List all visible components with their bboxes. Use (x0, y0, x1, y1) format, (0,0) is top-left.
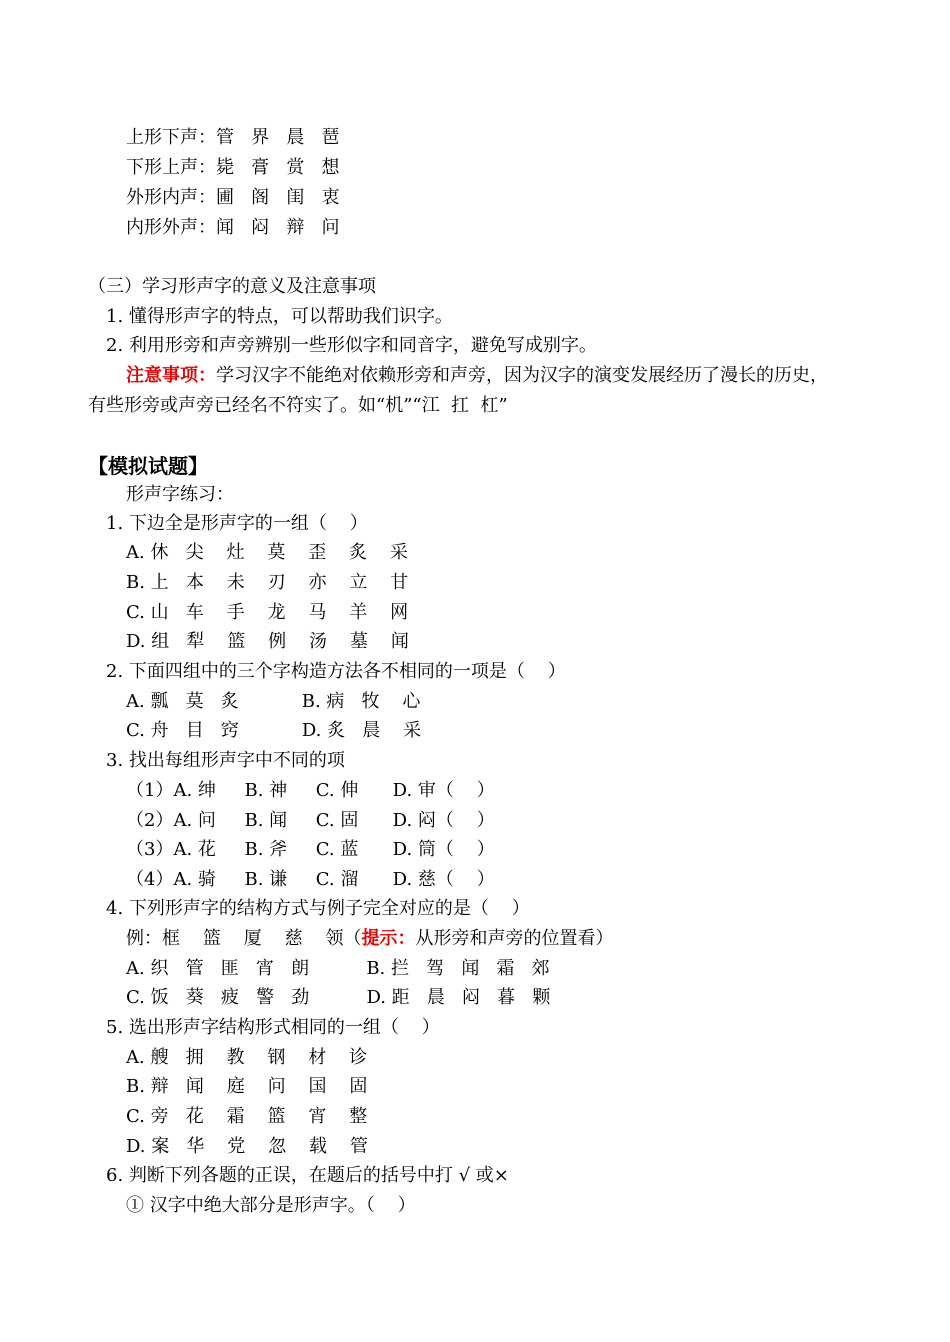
question-4-example (126, 927, 614, 951)
structure-label: 外形内声： (126, 187, 216, 208)
section-title: （三）学习形声字的意义及注意事项 (88, 276, 376, 297)
point-2: 2. 利用形旁和声旁辨别一些形似字和同音字，避免写成别字。 (106, 335, 597, 356)
question-6-stem: 6. 判断下列各题的正误，在题后的括号中打 √ 或× (106, 1165, 509, 1186)
structure-label: 下形上声： (126, 157, 216, 178)
structure-chars: 毙 膏 赏 想 (216, 157, 340, 178)
question-3-row-4: （4）A. 骑 B. 谦 C. 溜 D. 慈（ ） (126, 869, 495, 890)
question-3-row-2: （2）A. 问 B. 闻 C. 固 D. 闷（ ） (126, 810, 495, 831)
note-text: 学习汉字不能绝对依赖形旁和声旁，因为汉字的演变发展经历了漫长的历史， (216, 365, 828, 386)
question-2-options-cd: C. 舟 目 窍 D. 炙 晨 采 (126, 720, 422, 741)
question-4-options-ab: A. 织 管 匪 宵 朗 B. 拦 驾 闻 霜 郊 (126, 958, 550, 979)
structure-row (126, 126, 340, 150)
question-1-stem: 1. 下边全是形声字的一组（ ） (106, 513, 368, 534)
note-line-2: 有些形旁或声旁已经名不符实了。如“机”“江 扛 杠” (88, 395, 508, 416)
question-4-stem: 4. 下列形声字的结构方式与例子完全对应的是（ ） (106, 898, 530, 919)
question-5-option-a: A. 艘 拥 教 钢 材 诊 (126, 1047, 368, 1068)
structure-label: 内形外声： (126, 217, 216, 238)
question-3-row-1: （1）A. 绅 B. 神 C. 伸 D. 审（ ） (126, 780, 495, 801)
point-1: 1. 懂得形声字的特点，可以帮助我们识字。 (106, 306, 453, 327)
question-5-stem: 5. 选出形声字结构形式相同的一组（ ） (106, 1017, 440, 1038)
structure-row (126, 156, 340, 180)
structure-chars: 闻 闷 辩 问 (216, 217, 340, 238)
question-3-stem: 3. 找出每组形声字中不同的项 (106, 750, 345, 771)
question-1-option-b: B. 上 本 未 刃 亦 立 甘 (126, 572, 409, 593)
question-4-options-cd: C. 饭 葵 疲 警 劲 D. 距 晨 闷 暮 颗 (126, 987, 551, 1008)
question-1-option-d: D. 组 犁 篮 例 汤 墓 闻 (126, 631, 409, 652)
hint-text: 从形旁和声旁的位置看） (415, 928, 614, 949)
question-5-option-d: D. 案 华 党 忽 载 管 (126, 1136, 368, 1157)
structure-row (126, 186, 340, 210)
note-label: 注意事项： (126, 365, 216, 386)
mock-test-intro: 形声字练习： (126, 484, 234, 505)
structure-row (126, 216, 340, 240)
question-5-option-b: B. 辩 闻 庭 问 国 固 (126, 1076, 368, 1097)
structure-label: 上形下声： (126, 127, 216, 148)
question-3-row-3: （3）A. 花 B. 斧 C. 蓝 D. 筒（ ） (126, 839, 495, 860)
hint-label: 提示： (361, 928, 416, 949)
question-1-option-c: C. 山 车 手 龙 马 羊 网 (126, 602, 409, 623)
question-2-stem: 2. 下面四组中的三个字构造方法各不相同的一项是（ ） (106, 661, 566, 682)
question-6-item-1: ① 汉字中绝大部分是形声字。（ ） (126, 1195, 416, 1216)
question-1-option-a: A. 休 尖 灶 莫 歪 炙 采 (126, 542, 409, 563)
structure-chars: 管 界 晨 琶 (216, 127, 340, 148)
mock-test-heading: 【模拟试题】 (88, 454, 208, 478)
note-line-1 (126, 364, 828, 388)
question-2-options-ab: A. 瓢 莫 炙 B. 病 牧 心 (126, 691, 421, 712)
structure-chars: 圃 阁 闺 衷 (216, 187, 340, 208)
question-5-option-c: C. 旁 花 霜 篮 宵 整 (126, 1106, 368, 1127)
example-text: 例：框 篮 厦 慈 领（ (126, 928, 362, 949)
